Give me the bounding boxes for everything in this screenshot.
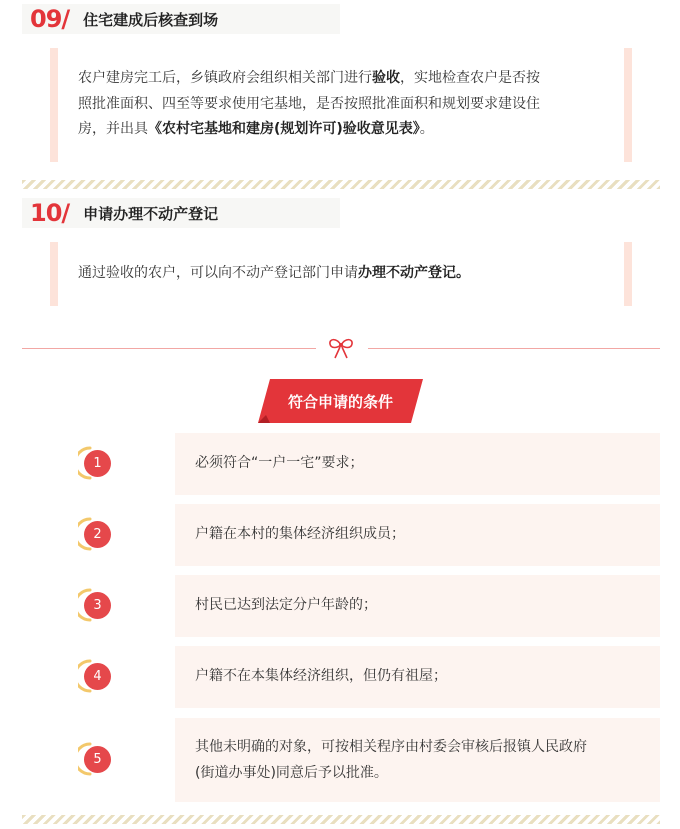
text-line: (街道办事处)同意后予以批准。	[195, 764, 388, 781]
badge-number: 1	[84, 450, 111, 477]
bold-text: 《农村宅基地和建房(规划许可)验收意见表》	[148, 121, 420, 137]
step-title: 申请办理不动产登记	[83, 204, 219, 223]
text-span: 照批准面积、四至等要求使用宅基地，是否按照批准面积和规划要求建设住	[78, 95, 540, 112]
condition-item	[22, 575, 660, 637]
step-10-content	[50, 242, 632, 306]
condition-item	[22, 504, 660, 566]
step-number: 09/	[30, 5, 70, 33]
text-line: 村民已达到法定分户年龄的；	[195, 597, 377, 613]
right-accent-bar	[624, 48, 632, 162]
step-description	[50, 48, 632, 143]
left-accent-bar	[50, 48, 58, 162]
condition-text	[195, 522, 642, 548]
text-line	[78, 261, 604, 287]
text-line: 户籍在本村的集体经济组织成员；	[195, 526, 405, 542]
condition-text	[195, 451, 642, 477]
text-span: 农户建房完工后，乡镇政府会组织相关部门进行	[78, 70, 372, 86]
dashed-divider	[22, 180, 660, 189]
text-span: 通过验收的农户，可以向不动产登记部门申请	[78, 265, 358, 281]
step-09-content	[50, 48, 632, 162]
condition-text	[195, 593, 642, 619]
text-line: 户籍不在本集体经济组织，但仍有祖屋；	[195, 668, 447, 684]
step-number: 10/	[30, 199, 70, 227]
text-span: 房，并出具	[78, 121, 148, 137]
text-span: 。	[419, 121, 434, 137]
step-title: 住宅建成后核查到场	[83, 10, 219, 29]
bold-text: 验收	[372, 70, 400, 86]
dashed-divider-bottom	[22, 815, 660, 824]
condition-item	[22, 646, 660, 708]
number-badge	[78, 745, 108, 775]
text-line	[78, 117, 604, 143]
step-10-header	[22, 198, 340, 228]
badge-number: 3	[84, 592, 111, 619]
section-banner-label: 符合申请的条件	[287, 392, 393, 411]
text-line: 必须符合“一户一宅”要求；	[195, 455, 364, 471]
text-span: ，实地检查农户是否按	[400, 70, 540, 86]
badge-number: 5	[84, 746, 111, 773]
number-badge	[78, 449, 108, 479]
number-badge	[78, 520, 108, 550]
divider-line-left	[22, 348, 316, 349]
text-line: 其他未明确的对象，可按相关程序由村委会审核后报镇人民政府	[195, 739, 587, 755]
text-line	[78, 92, 604, 118]
text-line	[78, 66, 604, 92]
condition-item	[22, 433, 660, 495]
badge-number: 4	[84, 663, 111, 690]
bow-icon	[327, 337, 355, 359]
badge-number: 2	[84, 521, 111, 548]
left-accent-bar	[50, 242, 58, 306]
step-09-header	[22, 4, 340, 34]
number-badge	[78, 662, 108, 692]
condition-text	[195, 735, 642, 786]
right-accent-bar	[624, 242, 632, 306]
bold-text: 办理不动产登记。	[358, 265, 470, 281]
step-description	[50, 242, 632, 287]
divider-line-right	[368, 348, 660, 349]
condition-text	[195, 664, 642, 690]
condition-item	[22, 718, 660, 802]
number-badge	[78, 591, 108, 621]
